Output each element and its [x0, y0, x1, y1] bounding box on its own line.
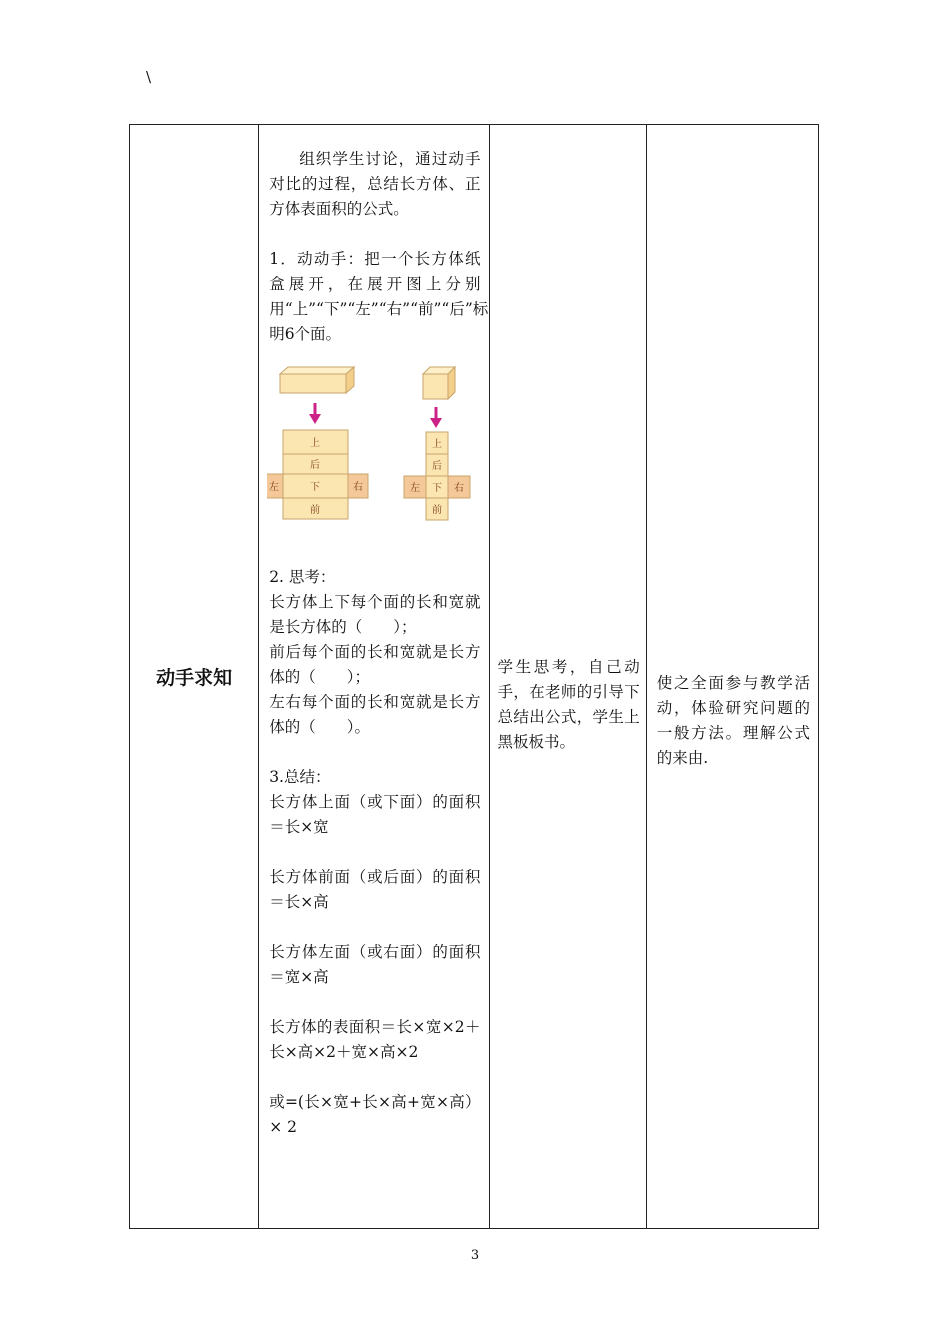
cube-3d: [423, 367, 455, 399]
down-arrow-icon: [309, 403, 321, 424]
student-activity-cell: [489, 125, 646, 1229]
cuboid-3d: [280, 367, 354, 393]
step2-line: 前后每个面的长和宽就是长方体的（ ）；: [269, 643, 481, 686]
net-label-front: 前: [310, 505, 321, 516]
cube-label-front: 前: [432, 505, 443, 516]
cube-label-top: 上: [432, 439, 443, 450]
formula: 或=(长×宽+长×高+宽×高）× 2: [269, 1093, 481, 1136]
formula: 长方体的表面积＝长×宽×2＋长×高×2＋宽×高×2: [269, 1018, 481, 1061]
down-arrow-icon: [430, 407, 442, 428]
stage-cell: [130, 125, 259, 1229]
cube-label-back: 后: [432, 461, 443, 472]
page-number: 3: [470, 1248, 480, 1263]
activity-cell: [259, 125, 489, 1229]
formula: 长方体前面（或后面）的面积＝长×高: [269, 868, 481, 911]
design-intent-text: 使之全面参与教学活动，体验研究问题的一般方法。理解公式的来由.: [656, 674, 810, 767]
stage-label: 动手求知: [156, 667, 233, 689]
net-label-right: 右: [353, 482, 364, 493]
lesson-table: [129, 124, 819, 1229]
cube-net: [404, 432, 470, 520]
cube-label-right: 右: [454, 483, 465, 494]
design-intent-cell: [646, 125, 818, 1229]
activity-intro: 组织学生讨论，通过动手对比的过程，总结长方体、正方体表面积的公式。: [269, 150, 481, 218]
table-row: [130, 125, 819, 1229]
step2-line: 长方体上下每个面的长和宽就是长方体的（ ）；: [269, 593, 481, 636]
step2-line: 左右每个面的长和宽就是长方体的（ ）。: [269, 693, 481, 736]
formula: 长方体上面（或下面）的面积＝长×宽: [269, 793, 481, 836]
net-label-left: 左: [269, 482, 280, 493]
cube-label-bottom: 下: [432, 483, 443, 494]
activity-step1: 1．动动手：把一个长方体纸盒展开，在展开图上分别用“上”“下”“左”“右”“前”“后”标明6个面。: [269, 250, 489, 343]
cuboid-net-figure: [267, 363, 482, 543]
cube-label-left: 左: [410, 483, 421, 494]
formula: 长方体左面（或右面）的面积＝宽×高: [269, 943, 481, 986]
step2-title: 2. 思考：: [269, 568, 336, 586]
student-activity-text: 学生思考，自己动手，在老师的引导下总结出公式，学生上黑板板书。: [497, 658, 640, 751]
net-label-back: 后: [310, 460, 321, 471]
net-label-bottom: 下: [310, 482, 321, 493]
step3-title: 3.总结：: [269, 768, 331, 786]
cuboid-net: [267, 430, 368, 519]
net-label-top: 上: [310, 438, 321, 449]
corner-mark: \: [146, 68, 152, 86]
